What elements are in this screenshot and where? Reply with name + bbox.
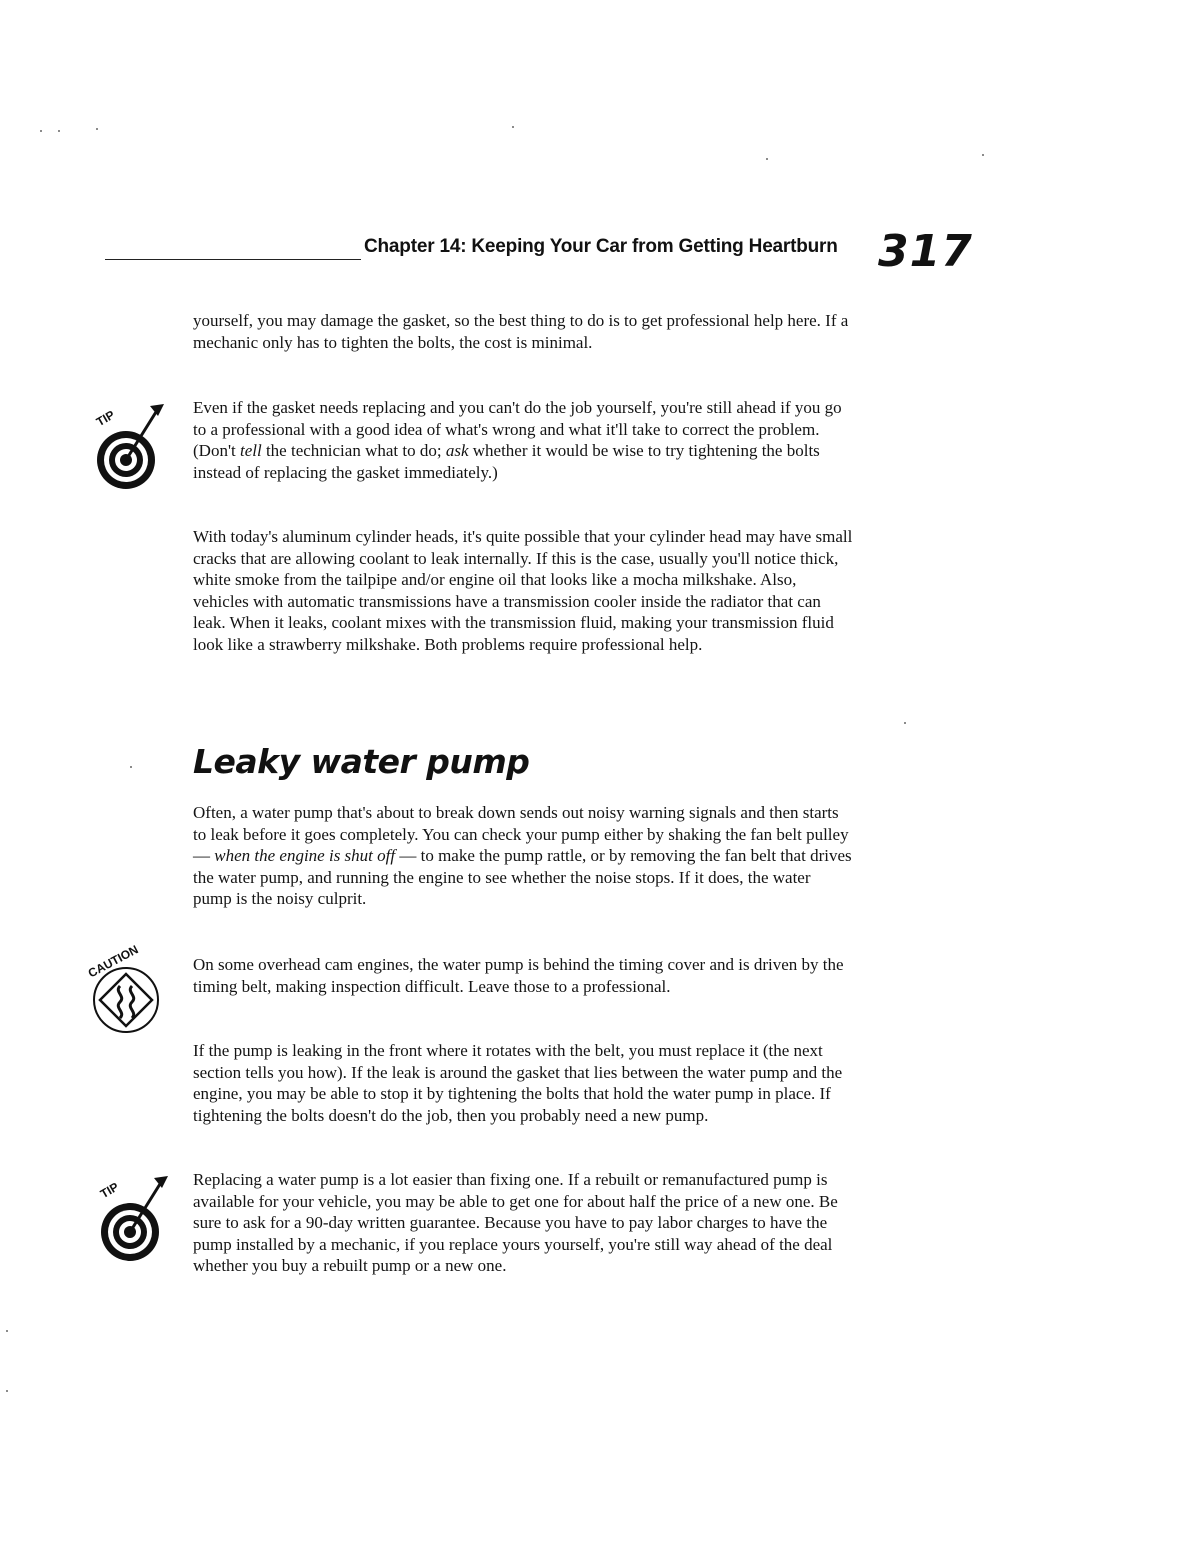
chapter-title: Chapter 14: Keeping Your Car from Getting Heartburn (364, 236, 838, 257)
section-heading: Leaky water pump (193, 742, 530, 781)
scan-speck (96, 128, 98, 130)
paragraph-gasket-intro: yourself, you may damage the gasket, so the best thing to do is to get professional help here. If a mechanic only has to tighten the bolts, the cost is minimal. (193, 311, 849, 352)
svg-text:TIP: TIP (93, 407, 118, 430)
svg-text:CAUTION: CAUTION (85, 942, 141, 981)
paragraph-water-pump-noise: Often, a water pump that's about to break down sends out noisy warning signals and then starts to leak before it goes completely. You can check your pump either by shaking the fan belt pulley — when the engine is shut off — to make the pump rattle, or by removing the fan belt that drives the water pump, and running the engine to see whether the noise stops. If it does, the water pump is the noisy culprit. (193, 803, 852, 909)
scan-speck (982, 154, 984, 156)
scan-speck (130, 766, 132, 768)
scan-speck (512, 126, 514, 128)
scan-speck (58, 130, 60, 132)
tip-icon (96, 1172, 186, 1262)
tip-paragraph-gasket: Even if the gasket needs replacing and you can't do the job yourself, you're still ahead if you go to a professional with a good idea of what's wrong and what it'll take to correct the problem. (Don't tell the technician what to do; ask whether it would be wise to try tightening the bolts instead of replacing the gasket immediately.) (193, 398, 842, 482)
caution-icon (84, 942, 174, 1032)
scan-speck (40, 130, 42, 132)
scan-speck (6, 1330, 8, 1332)
caution-paragraph-cam-engines: On some overhead cam engines, the water pump is behind the timing cover and is driven by the timing belt, making inspection difficult. Leave those to a professional. (193, 955, 844, 996)
svg-text:TIP: TIP (97, 1179, 122, 1202)
scan-speck (766, 158, 768, 160)
paragraph-cylinder-heads: With today's aluminum cylinder heads, it's quite possible that your cylinder head may have small cracks that are allowing coolant to leak internally. If this is the case, usually you'll notice thick, white smoke from the tailpipe and/or engine oil that looks like a mocha milkshake. Also, vehicles with automatic transmissions have a transmission cooler inside the radiator that can leak. When it leaks, coolant mixes with the transmission fluid, making your transmission fluid look like a strawberry milkshake. Both problems require professional help. (193, 527, 853, 654)
page-number: 317 (878, 226, 973, 277)
scan-speck (6, 1390, 8, 1392)
tip-icon (92, 400, 182, 490)
tip-paragraph-replacing-pump: Replacing a water pump is a lot easier than fixing one. If a rebuilt or remanufactured pump is available for your vehicle, you may be able to get one for about half the price of a new one. Be sure to ask for a 90-day written guarantee. Because you have to pay labor charges to have the pump installed by a mechanic, if you replace yours yourself, you're still way ahead of the deal whether you buy a rebuilt pump or a new one. (193, 1170, 838, 1276)
scan-speck (904, 722, 906, 724)
header-rule (105, 259, 361, 260)
paragraph-pump-leaking: If the pump is leaking in the front where it rotates with the belt, you must replace it (the next section tells you how). If the leak is around the gasket that lies between the water pump and the engine, you may be able to stop it by tightening the bolts that hold the water pump in place. If tightening the bolts doesn't do the job, then you probably need a new pump. (193, 1041, 843, 1125)
